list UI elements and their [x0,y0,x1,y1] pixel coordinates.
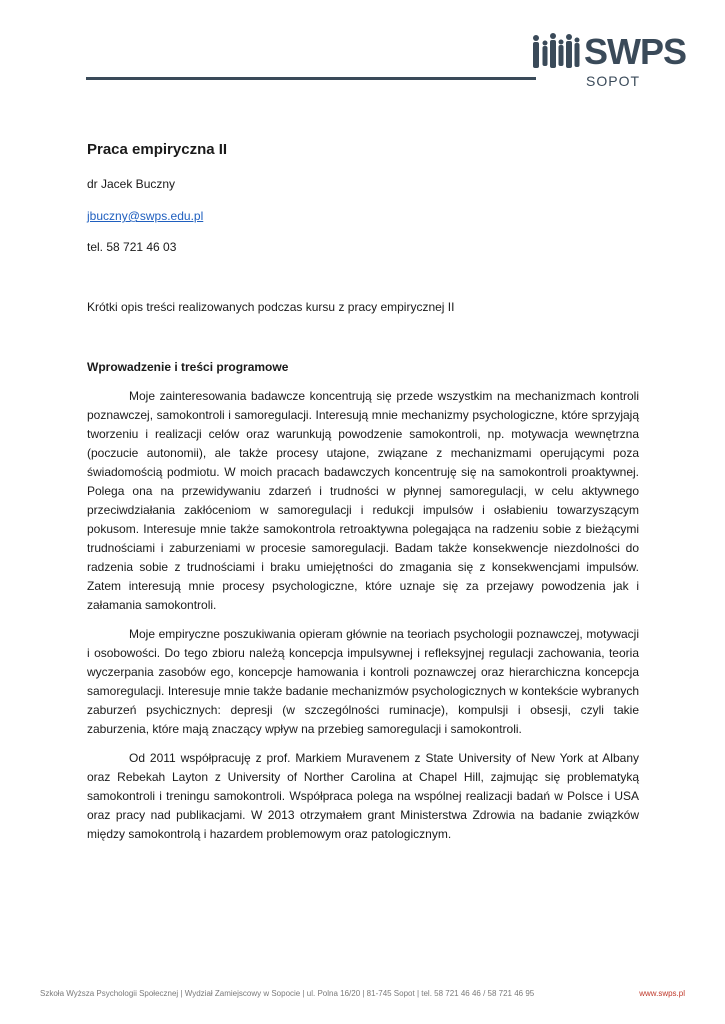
paragraph: Moje empiryczne poszukiwania opieram głównie na teoriach psychologii poznawczej, motywacji i osobowości. Do tego zbioru należą koncepcja impulsywnej i refleksyjnej regulacji zachowania, teoria wyczerpania zasobów ego, koncepcje hamowania i kontroli poznawczej oraz hierarchiczna koncepcja samoregulacji. Interesuje mnie także badanie mechanizmów psychologicznych w kontekście wybranych zaburzeń psychicznych: depresji (w szczególności ruminacje), kompulsji i obsesji, czyli takie zaburzenia, które mają znaczący wpływ na przebieg samoregulacji i samokontroli. [87,627,639,736]
phone-number: tel. 58 721 46 03 [87,240,177,254]
paragraph: Moje zainteresowania badawcze koncentrują się przede wszystkim na mechanizmach kontroli poznawczej, samokontroli i samoregulacji. Interesują mnie mechanizmy psychologiczne, które sprzyjają tworzeniu i realizacji celów oraz warunkują powodzenie samokontroli, np. motywacja wewnętrzna (poczucie autonomii), ale także procesy utajone, związane z mechanizmami operującymi poza świadomością podmiotu. W moich pracach badawczych koncentruję się na samokontroli proaktywnej. Polega ona na przewidywaniu zdarzeń i trudności w płynnej samoregulacji, w celu aktywnego przeciwdziałania zakłóceniom w samoregulacji i redukcji impulsów i osłabieniu towarzyszącym pokusom. Interesuje mnie także samokontrola retroaktywna polegająca na radzeniu sobie z bieżącymi trudnościami i zaburzeniami w procesie samoregulacji. Badam także konsekwencje niezdolności do radzenia sobie z trudnościami i braku umiejętności do zmagania się z konsekwencjami impulsów. Zatem interesują mnie procesy psychologiczne, które uznaje się za przejawy powodzenia jak i załamania samokontroli. [87,389,639,612]
author-name: dr Jacek Buczny [87,177,176,191]
header-rule [86,77,536,80]
footer-url[interactable]: www.swps.pl [639,989,685,998]
document-body [87,140,639,844]
document-title: Praca empiryczna II [87,141,228,158]
email-link[interactable]: jbuczny@swps.edu.pl [87,209,204,223]
course-description: Krótki opis treści realizowanych podczas kursu z pracy empirycznej II [87,300,455,314]
page-footer [40,989,685,998]
swps-logo [530,30,690,92]
logo-subtitle: SOPOT [586,73,641,89]
logo-title: SWPS [584,31,687,72]
footer-address: Szkoła Wyższa Psychologii Społecznej | Wydział Zamiejscowy w Sopocie | ul. Polna 16/20 | 81-745 Sopot | tel. 58 721 46 46 / 58 721 46 95 [40,989,535,998]
paragraph: Od 2011 współpracuję z prof. Markiem Muravenem z State University of New York at Albany oraz Rebekah Layton z University of Norther Carolina at Chapel Hill, zajmując się problematyką samokontroli i treningu samokontroli. Współpraca polega na wspólnej realizacji badań w Polsce i USA oraz pracy nad publikacjami. W 2013 otrzymałem grant Ministerstwa Zdrowia na badanie związków między samokontrolą i hazardem problemowym oraz patologicznym. [87,751,639,841]
section-title: Wprowadzenie i treści programowe [87,360,289,374]
people-silhouette-icon [530,30,584,74]
